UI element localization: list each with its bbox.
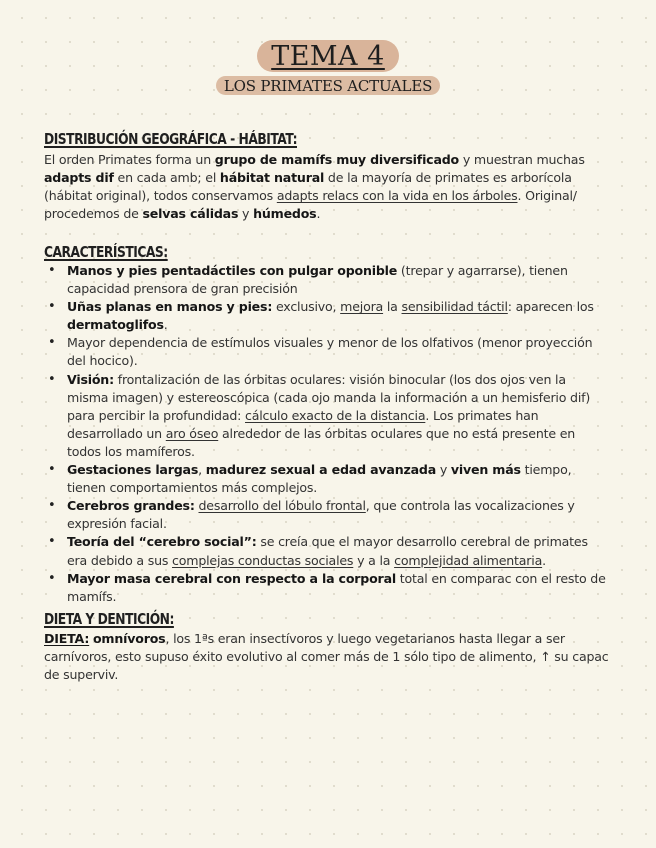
bullet-icon: • [48,299,56,315]
paragraph-dieta: DIETA: omnívoros, los 1ªs eran insectívoros y luego vegetarianos hasta llegar a ser carnívoros, esto supuso éxito evolutivo al comer más de 1 sólo tipo de alimento, ↑ su capac de superviv. [44,631,609,683]
bullet-icon: • [48,335,56,351]
list-item: • Manos y pies pentadáctiles con pulgar oponible (trepar y agarrarse), tienen capacidad prensora de gran precisión [48,263,568,297]
bullet-icon: • [48,263,56,278]
list-item: • Mayor masa cerebral con respecto a la corporal total en comparac con el resto de mamífs. [48,570,606,604]
list-item: • Visión: frontalización de las órbitas oculares: visión binocular (los dos ojos ven la misma imagen) y estereoscópica (cada ojo manda la información a un hemisferio dif) para percibir la profundidad: cálculo exacto de la distancia. Los primates han desarrollado un aro óseo alrededor de las órbitas oculares que no está presente en todos los mamíferos. [48,371,591,459]
dieta-label: DIETA: [44,631,90,646]
bullet-icon: • [48,534,56,550]
bullet-icon: • [48,570,56,586]
title-block [0,40,656,72]
list-item: • Mayor dependencia de estímulos visuales y menor de los olfativos (menor proyección del hocico). [48,335,593,369]
heading-caracteristicas: CARACTERÍSTICAS: [44,243,168,261]
page-subtitle: LOS PRIMATES ACTUALES [216,76,440,95]
paragraph-distribucion: El orden Primates forma un grupo de mamífs muy diversificado y muestran muchas adapts dif en cada amb; el hábitat natural de la mayoría de primates es arborícola (hábitat original), todos conservamos adapts relacs con la vida en los árboles. Original/ procedemos de selvas cálidas y húmedos. [44,152,585,222]
heading-dieta: DIETA Y DENTICIÓN: [44,610,174,628]
list-item: • Teoría del “cerebro social”: se creía que el mayor desarrollo cerebral de primates era debido a sus complejas conductas sociales y a la complejidad alimentaria. [48,534,588,568]
list-item: • Gestaciones largas, madurez sexual a edad avanzada y viven más tiempo, tienen comportamientos más complejos. [48,462,572,496]
list-item: • Cerebros grandes: desarrollo del lóbulo frontal, que controla las vocalizaciones y expresión facial. [48,498,575,532]
heading-distribucion: DISTRIBUCIÓN GEOGRÁFICA - HÁBITAT: [44,130,297,148]
bullet-icon: • [48,462,56,478]
bullet-icon: • [48,498,56,514]
bullet-icon: • [48,371,56,387]
subtitle-block [0,76,656,95]
characteristics-list [44,262,610,606]
page-title: TEMA 4 [257,40,399,72]
list-item: • Uñas planas en manos y pies: exclusivo, mejora la sensibilidad táctil: aparecen los dermatoglifos. [48,299,594,333]
